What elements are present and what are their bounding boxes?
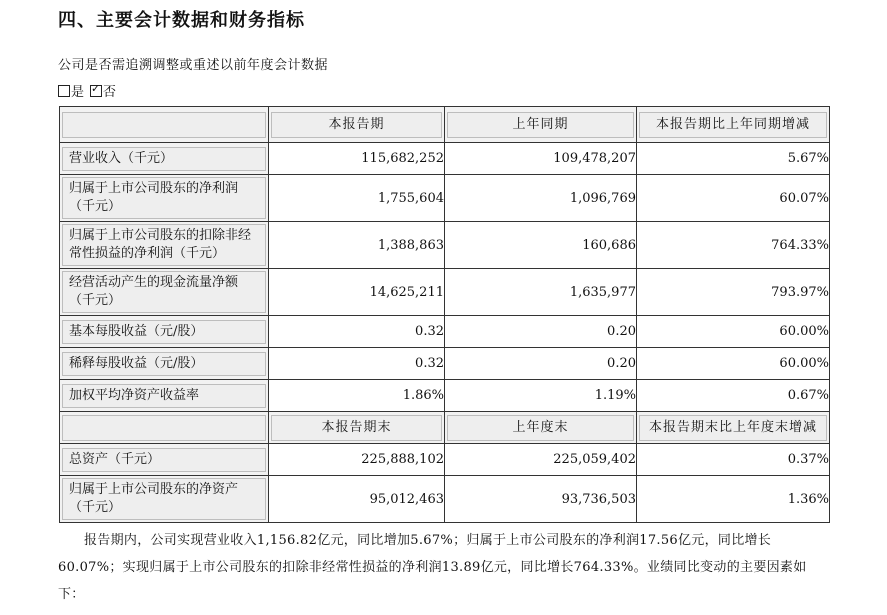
row-current-value: 1.86% <box>269 380 445 412</box>
row-prior-value: 0.20 <box>445 348 637 380</box>
row-change-value: 1.36% <box>637 476 830 523</box>
answer-no-label: 否 <box>103 85 117 100</box>
table-row <box>60 476 830 523</box>
row-change-value: 60.00% <box>637 348 830 380</box>
table-row <box>60 444 830 476</box>
row-current-value: 1,388,863 <box>269 222 445 269</box>
row-prior-value: 1,096,769 <box>445 175 637 222</box>
restatement-answers <box>58 81 122 100</box>
performance-summary-paragraph <box>58 527 830 608</box>
row-current-value: 0.32 <box>269 316 445 348</box>
row-current-value: 14,625,211 <box>269 269 445 316</box>
row-prior-value: 1,635,977 <box>445 269 637 316</box>
row-label: 总资产（千元） <box>62 448 266 472</box>
restatement-question: 公司是否需追溯调整或重述以前年度会计数据 <box>58 58 329 73</box>
header-prior-year-end: 上年度末 <box>447 415 634 441</box>
row-prior-value: 109,478,207 <box>445 143 637 175</box>
answer-yes-label: 是 <box>71 85 85 100</box>
header-period-end: 本报告期末 <box>271 415 442 441</box>
table-row <box>60 316 830 348</box>
row-label: 归属于上市公司股东的净利润（千元） <box>62 177 266 219</box>
answer-yes-option[interactable] <box>58 81 84 100</box>
header-year-end-change: 本报告期末比上年度末增减 <box>639 415 827 441</box>
row-current-value: 95,012,463 <box>269 476 445 523</box>
row-change-value: 764.33% <box>637 222 830 269</box>
row-label: 归属于上市公司股东的净资产（千元） <box>62 478 266 520</box>
header-period-change: 本报告期比上年同期增减 <box>639 112 827 138</box>
answer-no-checkbox[interactable] <box>90 85 102 97</box>
row-prior-value: 0.20 <box>445 316 637 348</box>
table-row <box>60 222 830 269</box>
row-current-value: 225,888,102 <box>269 444 445 476</box>
row-change-value: 0.67% <box>637 380 830 412</box>
performance-summary-text: 报告期内，公司实现营业收入1,156.82亿元，同比增加5.67%；归属于上市公司股东的净利润17.56亿元，同比增长60.07%；实现归属于上市公司股东的扣除非经常性损益的净利润13.89亿元，同比增长764.33%。业绩同比变动的主要因素如下： <box>58 533 807 602</box>
header-current-period: 本报告期 <box>271 112 442 138</box>
row-current-value: 115,682,252 <box>269 143 445 175</box>
answer-yes-checkbox[interactable] <box>58 85 70 97</box>
row-prior-value: 160,686 <box>445 222 637 269</box>
row-prior-value: 93,736,503 <box>445 476 637 523</box>
table-row <box>60 348 830 380</box>
table-row <box>60 269 830 316</box>
header-blank <box>62 415 266 441</box>
header-blank <box>62 112 266 138</box>
table-row <box>60 175 830 222</box>
row-label: 加权平均净资产收益率 <box>62 384 266 408</box>
row-change-value: 5.67% <box>637 143 830 175</box>
row-change-value: 793.97% <box>637 269 830 316</box>
row-label: 基本每股收益（元/股） <box>62 320 266 344</box>
answer-no-option[interactable] <box>90 81 116 100</box>
row-label: 经营活动产生的现金流量净额（千元） <box>62 271 266 313</box>
row-change-value: 60.00% <box>637 316 830 348</box>
row-change-value: 0.37% <box>637 444 830 476</box>
row-current-value: 0.32 <box>269 348 445 380</box>
row-prior-value: 1.19% <box>445 380 637 412</box>
row-current-value: 1,755,604 <box>269 175 445 222</box>
row-label: 归属于上市公司股东的扣除非经常性损益的净利润（千元） <box>62 224 266 266</box>
row-label: 稀释每股收益（元/股） <box>62 352 266 376</box>
financial-indicators-table <box>59 106 830 523</box>
table-row <box>60 380 830 412</box>
row-change-value: 60.07% <box>637 175 830 222</box>
table-header-row <box>60 412 830 444</box>
section-title: 四、主要会计数据和财务指标 <box>58 10 305 31</box>
row-prior-value: 225,059,402 <box>445 444 637 476</box>
row-label: 营业收入（千元） <box>62 147 266 171</box>
table-header-row <box>60 107 830 143</box>
table-row <box>60 143 830 175</box>
header-prior-period: 上年同期 <box>447 112 634 138</box>
